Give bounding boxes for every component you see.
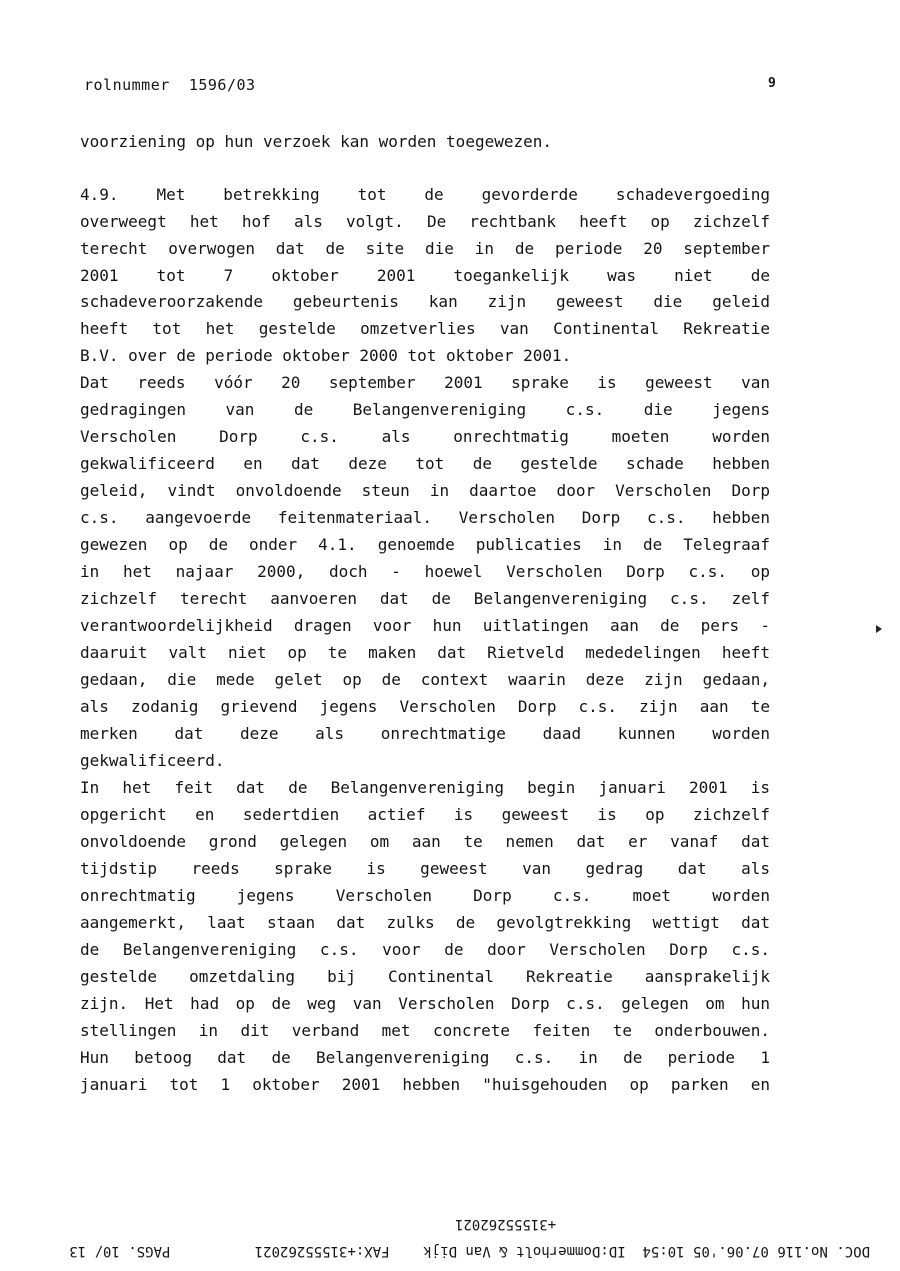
text-line: Hun betoog dat de Belangenvereniging c.s. in de periode 1	[80, 1048, 770, 1067]
text-line: In het feit dat de Belangenvereniging begin januari 2001 is	[80, 778, 770, 797]
text-line: gedragingen van de Belangenvereniging c.s. die jegens	[80, 400, 770, 419]
case-number: rolnummer 1596/03	[84, 76, 256, 94]
text-line: de Belangenvereniging c.s. voor de door Verscholen Dorp c.s.	[80, 940, 770, 959]
text-line: tijdstip reeds sprake is geweest van gedrag dat als	[80, 859, 770, 878]
text-line: 4.9. Met betrekking tot de gevorderde schadevergoeding	[80, 185, 770, 204]
text-line: Dat reeds vóór 20 september 2001 sprake is geweest van	[80, 373, 770, 392]
text-line: als zodanig grievend jegens Verscholen Dorp c.s. zijn aan te	[80, 697, 770, 716]
text-line: onvoldoende grond gelegen om aan te nemen dat er vanaf dat	[80, 832, 770, 851]
text-line: gestelde omzetdaling bij Continental Rekreatie aansprakelijk	[80, 967, 770, 986]
text-line: Verscholen Dorp c.s. als onrechtmatig moeten worden	[80, 427, 770, 446]
text-line: 2001 tot 7 oktober 2001 toegankelijk was niet de	[80, 266, 770, 285]
text-line: in het najaar 2000, doch - hoewel Verscholen Dorp c.s. op	[80, 562, 770, 581]
text-line: opgericht en sedertdien actief is geweest is op zichzelf	[80, 805, 770, 824]
text-line: gekwalificeerd.	[80, 751, 225, 770]
text-line: geleid, vindt onvoldoende steun in daartoe door Verscholen Dorp	[80, 481, 770, 500]
text-line: verantwoordelijkheid dragen voor hun uitlatingen aan de pers -	[80, 616, 770, 635]
text-line: januari tot 1 oktober 2001 hebben "huisgehouden op parken en	[80, 1075, 770, 1094]
text-line: overweegt het hof als volgt. De rechtbank heeft op zichzelf	[80, 212, 770, 231]
text-line: zijn. Het had op de weg van Verscholen Dorp c.s. gelegen om hun	[80, 994, 770, 1013]
text-line: aangemerkt, laat staan dat zulks de gevolgtrekking wettigt dat	[80, 913, 770, 932]
text-line: gedaan, die mede gelet op de context waarin deze zijn gedaan,	[80, 670, 770, 689]
fax-transmission-line: DOC. No.116 07.06.'05 10:54 ID:Dommerholt & Van Dijk FAX:+31555262021 PAGS. 10/ 13	[69, 1243, 870, 1259]
text-line: onrechtmatig jegens Verscholen Dorp c.s. moet worden	[80, 886, 770, 905]
text-line: gewezen op de onder 4.1. genoemde publicaties in de Telegraaf	[80, 535, 770, 554]
fax-number: +31555262021	[455, 1216, 557, 1232]
page-number: 9	[768, 76, 776, 91]
text-line: voorziening op hun verzoek kan worden toegewezen.	[80, 132, 553, 151]
text-line: c.s. aangevoerde feitenmateriaal. Verscholen Dorp c.s. hebben	[80, 508, 770, 527]
text-line: B.V. over de periode oktober 2000 tot oktober 2001.	[80, 346, 572, 365]
margin-arrow-icon	[876, 625, 882, 633]
text-line: heeft tot het gestelde omzetverlies van Continental Rekreatie	[80, 319, 770, 338]
text-line: gekwalificeerd en dat deze tot de gestelde schade hebben	[80, 454, 770, 473]
text-line: zichzelf terecht aanvoeren dat de Belangenvereniging c.s. zelf	[80, 589, 770, 608]
text-line: schadeveroorzakende gebeurtenis kan zijn geweest die geleid	[80, 292, 770, 311]
text-line: terecht overwogen dat de site die in de periode 20 september	[80, 239, 770, 258]
text-line: daaruit valt niet op te maken dat Rietveld mededelingen heeft	[80, 643, 770, 662]
text-line: merken dat deze als onrechtmatige daad kunnen worden	[80, 724, 770, 743]
text-line: stellingen in dit verband met concrete feiten te onderbouwen.	[80, 1021, 770, 1040]
